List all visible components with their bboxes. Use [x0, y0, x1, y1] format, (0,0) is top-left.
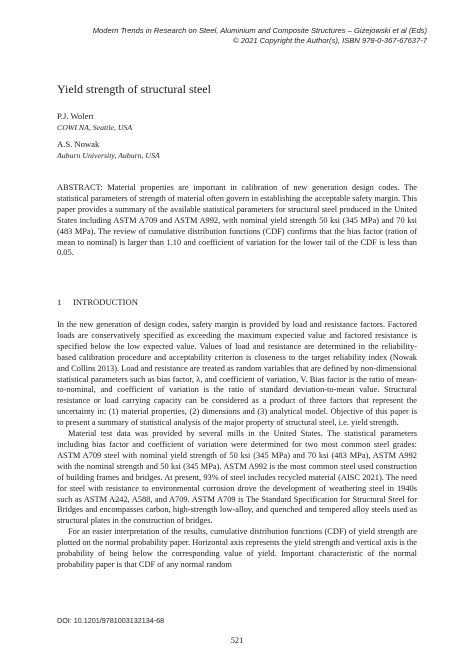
- section-number: 1: [57, 297, 62, 307]
- author-block: [57, 139, 160, 161]
- author-block: [57, 111, 132, 133]
- abstract: ABSTRACT: Material properties are important in calibration of new generation design codes. The statistical parameters of strength of material often govern in establishing the acceptable safety margin. This paper provides a summary of the available statistical parameters for structural steel produced in the United States including ASTM A709 and ASTM A992, with nominal yield strength 50 ksi (345 MPa) and 70 ksi (483 MPa). The review of cumulative distribution functions (CDF) confirms that the bias factor (ration of mean to nominal) is larger than 1.10 and coefficient of variation for the lower tail of the CDF is less than 0.05.: [57, 183, 417, 258]
- paper-title: Yield strength of structural steel: [57, 82, 211, 96]
- paragraph: For an easier interpretation of the results, cumulative distribution functions (CDF) of yield strength are plotted on the normal probability paper. Horizontal axis represents the yield strength and vertical axis is the probability of being below the corresponding value of yield. Important characteristic of the normal probability paper is that CDF of any normal random: [57, 527, 417, 569]
- section-title: INTRODUCTION: [73, 297, 138, 307]
- header-line-2: © 2021 Copyright the Author(s), ISBN 978-0-367-67637-7: [232, 36, 427, 45]
- author-name: P.J. Wolert: [57, 111, 94, 121]
- running-header: [27, 26, 427, 46]
- paragraph: In the new generation of design codes, safety margin is provided by load and resistance factors. Factored loads are conservatively specified as exceeding the maximum expected value and factored resistance is specified below the low expected value. Values of load and resistance are determined in the reliability-based calibration procedure and acceptability criterion is closeness to the target reliability index (Nowak and Collins 2013). Load and resistance are treated as random variables that are defined by non-dimensional statistical parameters such as bias factor, λ, and coefficient of variation, V. Bias factor is the ratio of mean-to-nominal, and coefficient of variation is the ratio of standard deviation-to-mean value. Structural resistance or load carrying capacity can be considered as a product of three factors that represent the uncertainty in: (1) material properties, (2) dimensions and (3) analytical model. Objective of this paper is to present a summary of statistical analysis of the major property of structural steel, i.e. yield strength.: [57, 320, 418, 428]
- author-affiliation: Auburn University, Auburn, USA: [57, 151, 160, 160]
- header-line-1: Modern Trends in Research on Steel, Aluminium and Composite Structures – Giżejowski et al (Eds): [92, 26, 427, 35]
- page-number: 521: [230, 636, 244, 645]
- body-text: [57, 320, 417, 571]
- paragraph: Material test data was provided by several mills in the United States. The statistical parameters including bias factor and coefficient of variation were determined for two most common steel grades: ASTM A709 steel with nominal yield strength of 50 ksi (345 MPa) and 70 ksi (483 MPa), ASTM A992 with the nominal strength and 50 ksi (345 MPa). ASTM A992 is the most common steel used construction of building frames and bridges. At present, 93% of steel includes recycled material (AISC 2021). The need for steel with resistance to environmental corrosion drove the development of weathering steel in 1940s such as ASTM A242, A588, and A709. ASTM A709 is The Standard Specification for Structural Steel for Bridges and encompasses carbon, high-strength low-alloy, and quenched and tempered alloy steels used as structural plates in the construction of bridges.: [57, 429, 417, 526]
- section-heading: [57, 297, 138, 307]
- doi-footer: DOI: 10.1201/9781003132134-68: [57, 616, 165, 625]
- author-affiliation: COWI NA, Seattle, USA: [57, 123, 133, 132]
- author-name: A.S. Nowak: [57, 139, 100, 149]
